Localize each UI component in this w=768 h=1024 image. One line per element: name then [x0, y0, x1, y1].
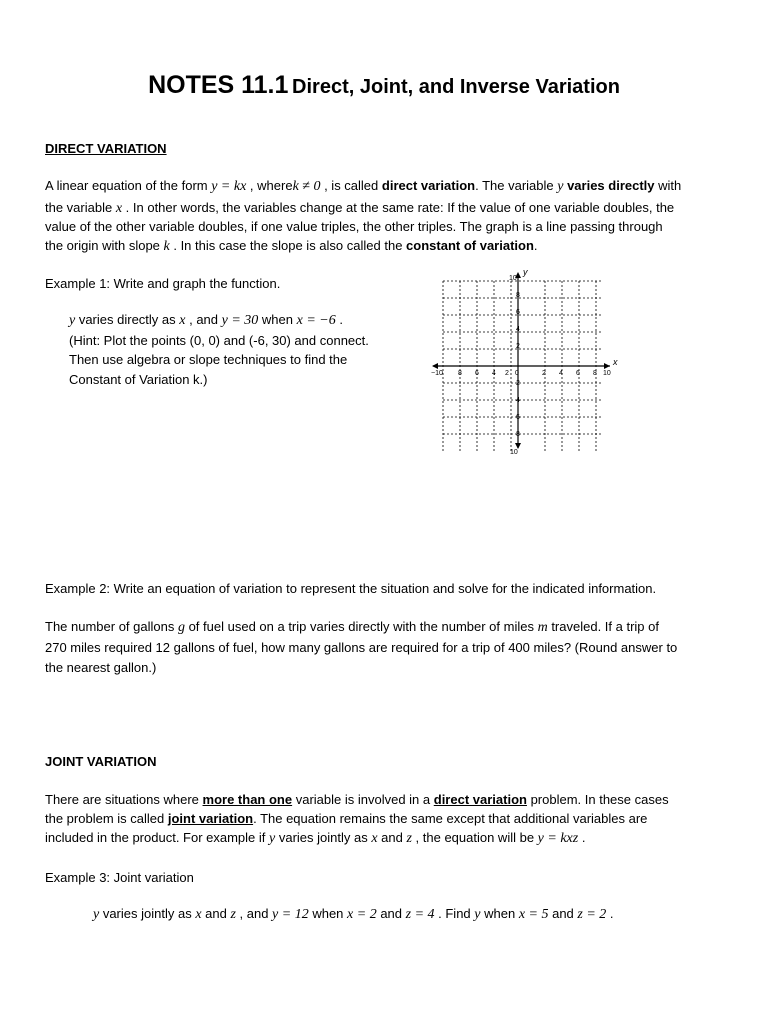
text: and [201, 906, 231, 921]
title-topic: Direct, Joint, and Inverse Variation [292, 76, 620, 98]
math-y: y [269, 831, 276, 846]
y-tick-label: 2 [516, 343, 520, 350]
text: the origin with slope [45, 238, 164, 253]
joint-paragraph-line-1 [45, 790, 669, 809]
page-title [0, 71, 768, 100]
text: . [606, 906, 614, 921]
example-1-label: Example 1: Write and graph the function. [45, 276, 281, 291]
math-k-not-zero: k ≠ 0 [292, 179, 321, 194]
example-2-line-2: 270 miles required 12 gallons of fuel, how many gallons are required for a trip of 400 miles? (Round answer to [45, 640, 678, 655]
joint-paragraph-line-3 [45, 828, 585, 848]
text: . [335, 312, 343, 327]
math-x: x [179, 313, 186, 328]
text: the problem is called [45, 811, 168, 826]
joint-paragraph-line-2 [45, 809, 647, 828]
text: . The equation remains the same except that additional variables are [253, 811, 648, 826]
example-2-line-1 [45, 617, 659, 637]
text: and [377, 830, 407, 845]
math-y: y [557, 179, 564, 194]
text: , and [185, 312, 222, 327]
text: included in the product. For example if [45, 830, 270, 845]
x-tick-label: 4 [559, 370, 563, 377]
text: varies directly as [75, 312, 180, 327]
x-axis-arrow-right [604, 363, 610, 369]
math-x: x [195, 907, 202, 922]
text: of fuel used on a trip varies directly with the number of miles [184, 619, 538, 634]
math-z-2: z = 2 [577, 907, 607, 922]
bold-underlined-joint-variation: joint variation [167, 811, 254, 826]
text: variable is involved in a [292, 792, 434, 807]
bold-direct-variation: direct variation [381, 178, 476, 193]
text: and [548, 906, 578, 921]
x-tick-label: 2 [542, 370, 546, 377]
y-tick-label: 10 [510, 449, 518, 456]
example-2-label: Example 2: Write an equation of variation to represent the situation and solve for the indicated information. [45, 581, 657, 596]
math-g: g [177, 620, 185, 635]
text: , the equation will be [411, 830, 538, 845]
direct-paragraph-line-4 [45, 236, 538, 256]
x-axis-arrow-left [432, 363, 438, 369]
math-z: z [230, 907, 236, 922]
x-tick-label: 0 [515, 370, 519, 377]
math-x: x [371, 831, 378, 846]
text: . [578, 830, 586, 845]
y-tick-label: 6 [516, 309, 520, 316]
x-tick-label: 6 [576, 370, 580, 377]
math-y-kxz: y = kxz [537, 831, 579, 846]
math-y: y [69, 313, 76, 328]
math-k: k [163, 239, 170, 254]
bold-underlined-more-than-one: more than one [202, 792, 293, 807]
y-axis-label: y [523, 267, 528, 277]
y-tick-label: 6 [516, 414, 520, 421]
text: A linear equation of the form [45, 178, 212, 193]
x-tick-label: −10 [431, 370, 443, 377]
text: The number of gallons [45, 619, 178, 634]
example-1-hint-line-2: Then use algebra or slope techniques to find the [69, 352, 348, 367]
text: . The variable [475, 178, 558, 193]
text: . Find [434, 906, 475, 921]
y-tick-label: 4 [516, 326, 520, 333]
text: when [480, 906, 519, 921]
math-z-4: z = 4 [405, 907, 435, 922]
x-tick-label: 2 [505, 370, 509, 377]
text: There are situations where [45, 792, 203, 807]
bold-underlined-direct-variation: direct variation [433, 792, 527, 807]
y-tick-label: 10 [509, 275, 517, 282]
math-m: m [537, 620, 548, 635]
joint-variation-heading: JOINT VARIATION [45, 754, 157, 769]
text: , is called [320, 178, 382, 193]
text: . [533, 238, 538, 253]
x-tick-label: 4 [492, 370, 496, 377]
text: the variable [45, 200, 116, 215]
direct-paragraph-line-3: value of the other variable doubles, if one value triples, the other triples. The graph is a line passing through [45, 219, 663, 234]
text: when [308, 906, 348, 921]
math-y-30: y = 30 [221, 313, 259, 328]
text: traveled. If a trip of [547, 619, 659, 634]
bold-varies-directly: varies directly [563, 178, 655, 193]
x-tick-label: 10 [603, 370, 611, 377]
direct-paragraph-line-1 [45, 176, 681, 196]
direct-paragraph-line-2 [45, 198, 674, 218]
text: problem. In these cases [526, 792, 669, 807]
math-y: y [93, 907, 100, 922]
text: when [258, 312, 297, 327]
y-tick-label: 8 [516, 292, 520, 299]
title-number: NOTES 11.1 [148, 71, 289, 99]
example-1-hint-line-1: (Hint: Plot the points (0, 0) and (-6, 30) and connect. [69, 333, 369, 348]
math-x: x [115, 201, 123, 216]
example-2-line-3: the nearest gallon.) [45, 660, 157, 675]
text: , and [235, 906, 273, 921]
x-axis-label: x [613, 357, 618, 367]
example-1-statement [69, 312, 343, 329]
example-3-statement [93, 906, 614, 923]
math-y: y [474, 907, 481, 922]
math-x-2: x = 2 [347, 907, 377, 922]
text: . In other words, the variables change at the same rate: If the value of one variable doubles, the [122, 200, 675, 215]
text: with [654, 178, 682, 193]
y-tick-label: 8 [516, 431, 520, 438]
math-y-12: y = 12 [272, 907, 309, 922]
coordinate-grid [428, 266, 628, 456]
math-y-kx: y = kx [211, 179, 247, 194]
x-tick-label: 8 [458, 370, 462, 377]
bold-constant-of-variation: constant of variation [406, 238, 534, 253]
example-1-hint-line-3: Constant of Variation k.) [69, 372, 208, 387]
text: . In this case the slope is also called the [169, 238, 407, 253]
text: , where [246, 178, 293, 193]
x-tick-label: 8 [593, 370, 597, 377]
math-x-5: x = 5 [518, 907, 549, 922]
math-z: z [406, 831, 412, 846]
text: varies jointly as [275, 830, 372, 845]
x-tick-labels [431, 370, 611, 377]
direct-variation-heading: DIRECT VARIATION [45, 141, 167, 156]
math-x-neg-6: x = −6 [296, 313, 336, 328]
y-tick-label: 4 [516, 397, 520, 404]
y-tick-label: 2 [516, 380, 520, 387]
text: and [376, 906, 406, 921]
text: varies jointly as [99, 906, 196, 921]
example-3-label: Example 3: Joint variation [45, 870, 194, 885]
x-tick-label: 6 [475, 370, 479, 377]
